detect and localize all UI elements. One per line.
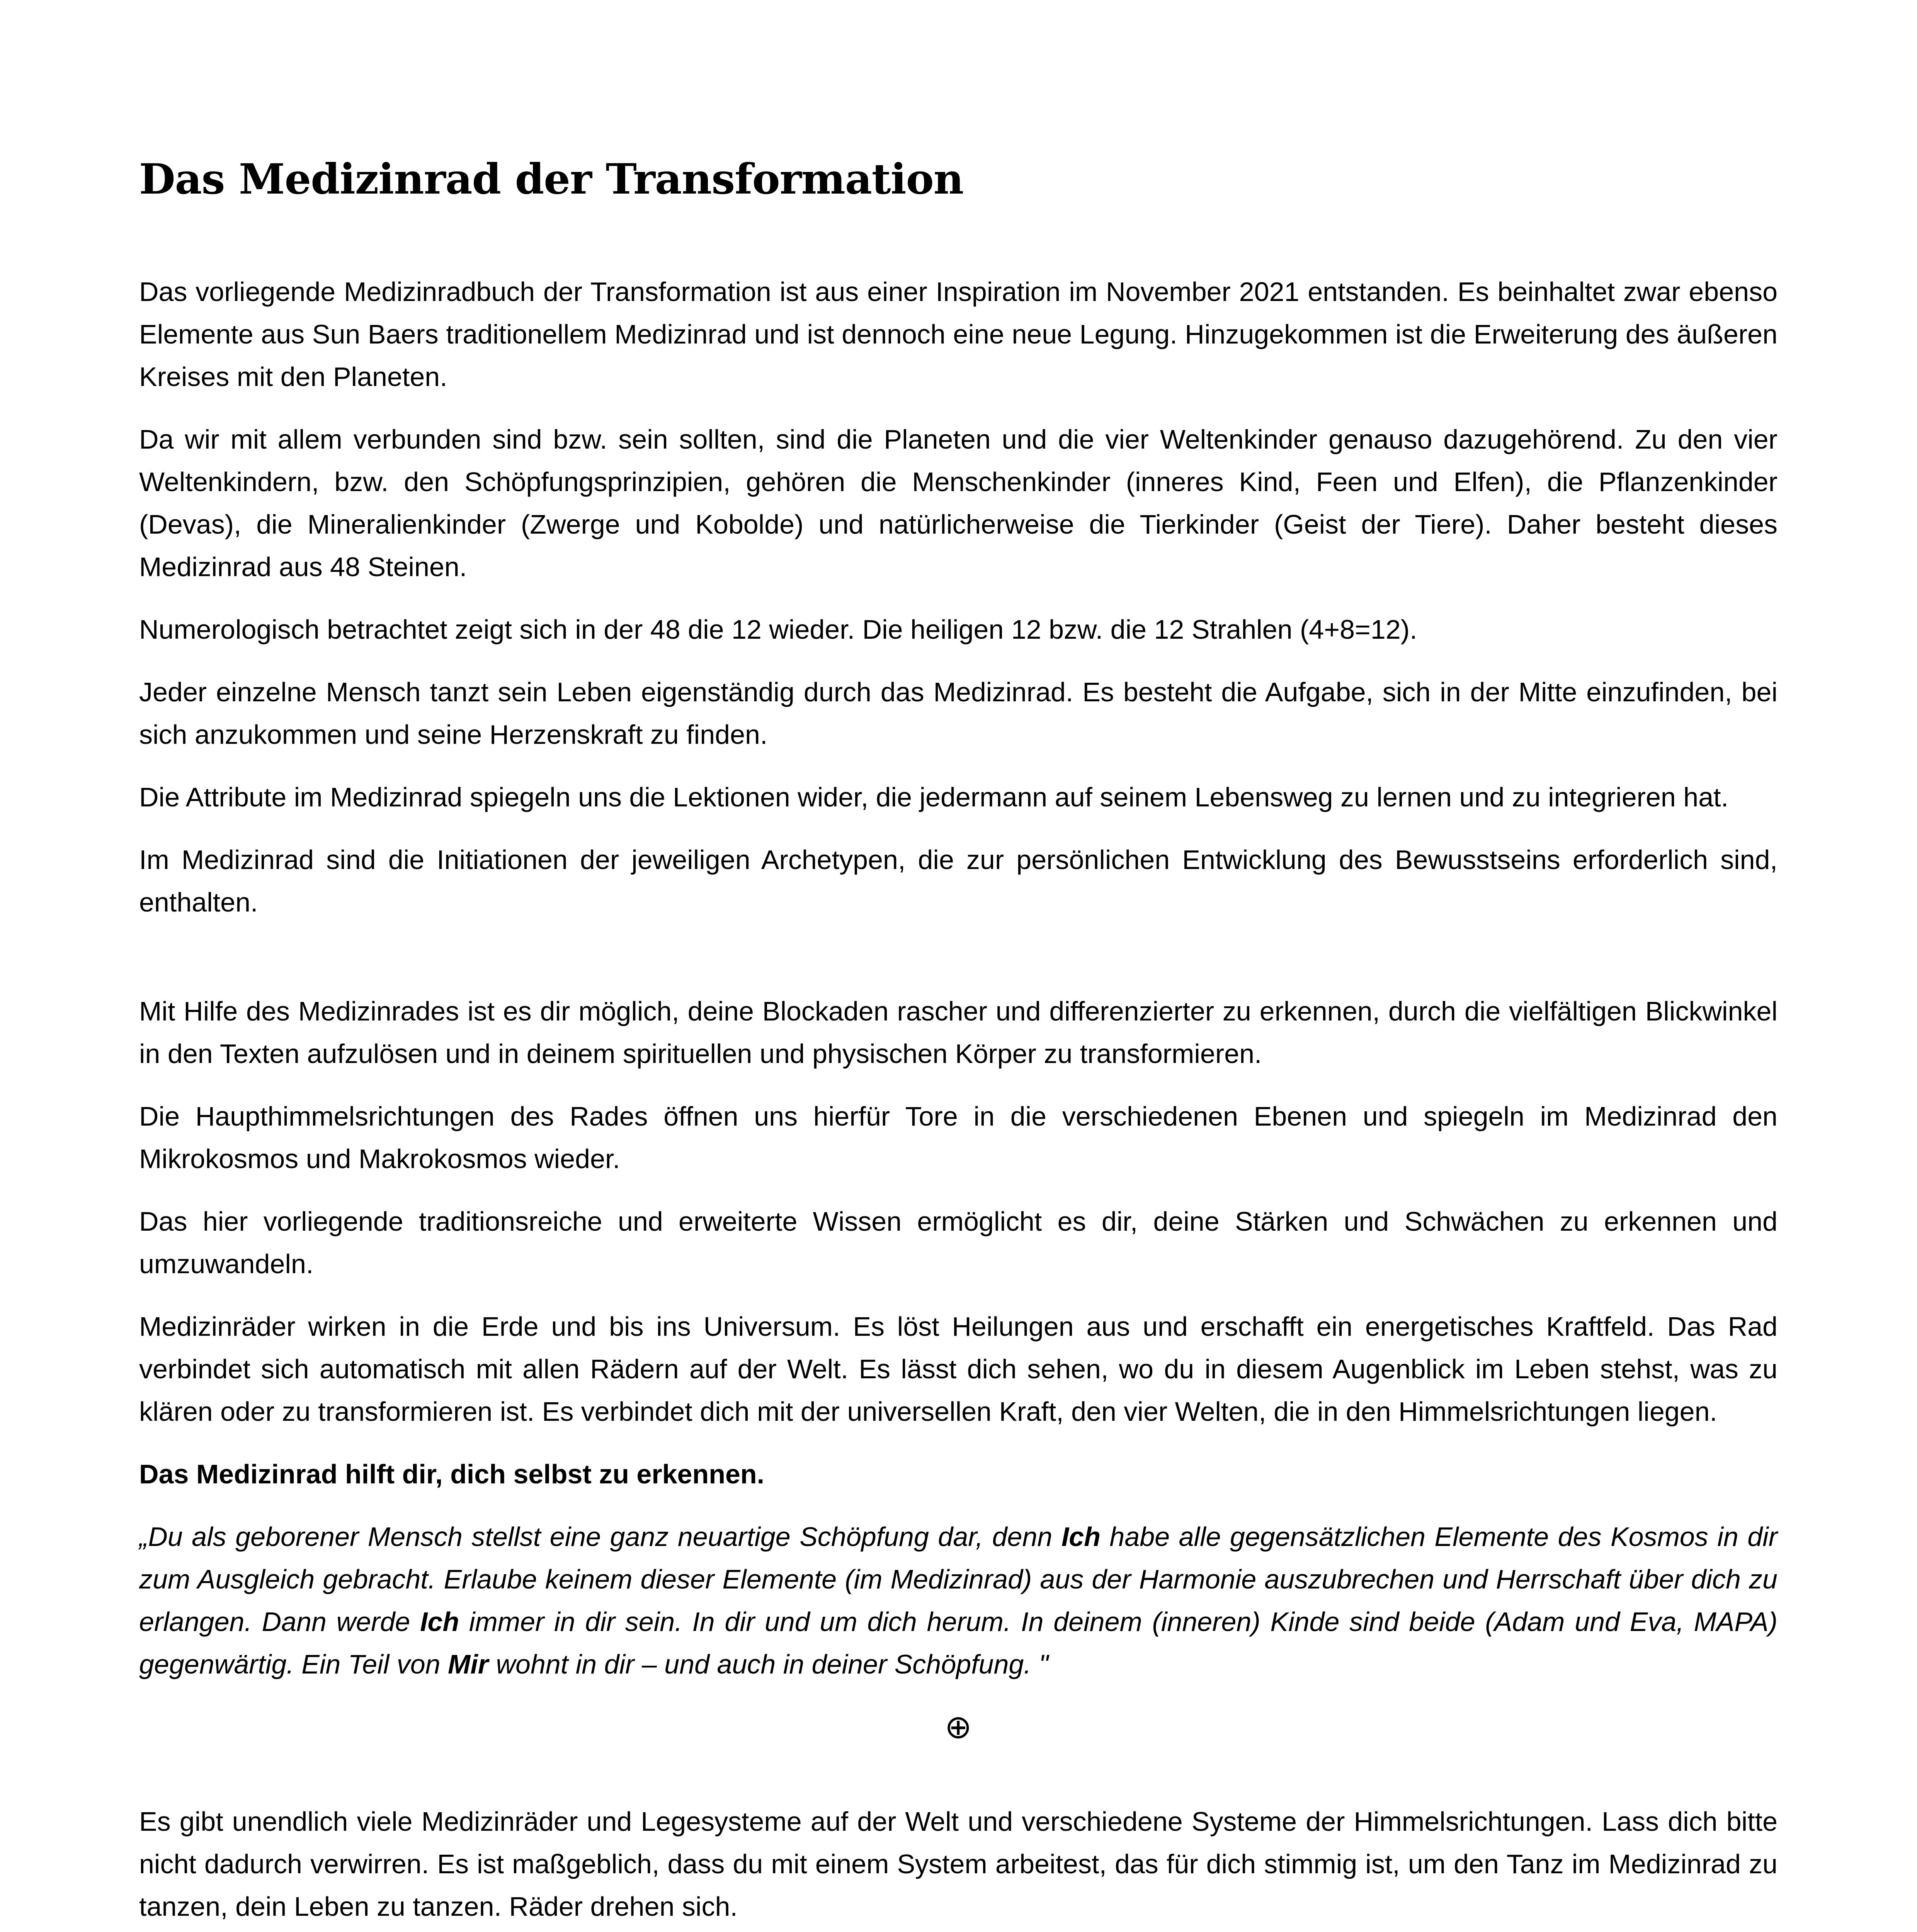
paragraph-initiationen: Im Medizinrad sind die Initiationen der jeweiligen Archetypen, die zur persönlichen Entwicklung des Bewusstseins erforderlich sind, enthalten. xyxy=(139,844,1778,917)
paragraph-medizinraeder-wirken: Medizinräder wirken in die Erde und bis ins Universum. Es löst Heilungen aus und erschafft ein energetisches Kraftfeld. Das Rad verbindet sich automatisch mit allen Rädern auf der Welt. Es lässt dich sehen, wo du in diesem Augenblick im Leben stehst, was zu klären oder zu transformieren ist. Es verbindet dich mit der universellen Kraft, den vier Welten, die in den Himmelsrichtungen liegen. xyxy=(139,1311,1778,1427)
paragraph-attribute: Die Attribute im Medizinrad spiegeln uns die Lektionen wider, die jedermann auf seinem Lebensweg zu lernen und zu integrieren hat. xyxy=(139,782,1729,812)
paragraph-blockaden: Mit Hilfe des Medizinrades ist es dir möglich, deine Blockaden rascher und differenzierter zu erkennen, durch die vielfältigen Blickwinkel in den Texten aufzulösen und in deinem spirituellen und physischen Körper zu transformieren. xyxy=(139,996,1778,1069)
quote-bold-ich: Ich xyxy=(1061,1521,1101,1552)
quote-bold-ich: Ich xyxy=(420,1606,459,1637)
paragraph-numerologie: Numerologisch betrachtet zeigt sich in der 48 die 12 wieder. Die heiligen 12 bzw. die 12 Strahlen (4+8=12). xyxy=(139,614,1417,645)
paragraph-himmelsrichtungen: Die Haupthimmelsrichtungen des Rades öffnen uns hierfür Tore in die verschiedenen Ebenen und spiegeln im Medizinrad den Mikrokosmos und Makrokosmos wieder. xyxy=(139,1101,1778,1174)
quote-italic xyxy=(139,1522,1778,1679)
page-content xyxy=(139,155,1778,1932)
quote-segment: „Du als geborener Mensch stellst eine ganz neuartige Schöpfung dar, denn xyxy=(139,1521,1061,1552)
page-title: Das Medizinrad der Transformation xyxy=(139,155,964,204)
quote-segment: habe alle gegensätzlichen Elemente des Kosmos in dir zum Ausgleich gebracht. Erlaube keinem dieser Elemente (im Medizinrad) aus der Harmonie auszubrechen und Herrschaft über dich zu erlangen. Dann werde xyxy=(139,1521,1778,1637)
paragraph-bold-erkennen xyxy=(139,1453,1778,1495)
circled-plus-icon: ⊕ xyxy=(944,1708,972,1746)
paragraph-weltenkinder: Da wir mit allem verbunden sind bzw. sein sollten, sind die Planeten und die vier Weltenkinder genauso dazugehörend. Zu den vier Weltenkindern, bzw. den Schöpfungsprinzipien, gehören die Menschenkinder (inneres Kind, Feen und Elfen), die Pflanzenkinder (Devas), die Mineralienkinder (Zwerge und Kobolde) und natürlicherweise die Tierkinder (Geist der Tiere). Daher besteht dieses Medizinrad aus 48 Steinen. xyxy=(139,424,1778,582)
quote-bold-mir: Mir xyxy=(448,1649,489,1679)
quote-segment: wohnt in dir – und auch in deiner Schöpfung. " xyxy=(488,1649,1049,1679)
quote-segment: immer in dir sein. In dir und um dich herum. In deinem (inneren) Kinde sind beide (Adam und Eva, MAPA) gegenwärtig. Ein Teil von xyxy=(139,1606,1778,1679)
paragraph-wissen: Das hier vorliegende traditionsreiche und erweiterte Wissen ermöglicht es dir, deine Stärken und Schwächen zu erkennen und umzuwandeln. xyxy=(139,1206,1778,1279)
quote-paragraph xyxy=(139,1515,1778,1685)
paragraph-mensch-tanzt: Jeder einzelne Mensch tanzt sein Leben eigenständig durch das Medizinrad. Es besteht die Aufgabe, sich in der Mitte einzufinden, bei sich anzukommen und seine Herzenskraft zu finden. xyxy=(139,677,1778,750)
paragraph-intro: Das vorliegende Medizinradbuch der Transformation ist aus einer Inspiration im November 2021 entstanden. Es beinhaltet zwar ebenso Elemente aus Sun Baers traditionellem Medizinrad und ist dennoch eine neue Legung. Hinzugekommen ist die Erweiterung des äußeren Kreises mit den Planeten. xyxy=(139,276,1778,392)
paragraph-legesysteme: Es gibt unendlich viele Medizinräder und Legesysteme auf der Welt und verschiedene Systeme der Himmelsrichtungen. Lass dich bitte nicht dadurch verwirren. Es ist maßgeblich, dass du mit einem System arbeitest, das für dich stimmig ist, um den Tanz im Medizinrad zu tanzen, dein Leben zu tanzen. Räder drehen sich. xyxy=(139,1806,1778,1922)
section-spacer xyxy=(139,944,1778,990)
bold-text: Das Medizinrad hilft dir, dich selbst zu erkennen. xyxy=(139,1459,765,1489)
